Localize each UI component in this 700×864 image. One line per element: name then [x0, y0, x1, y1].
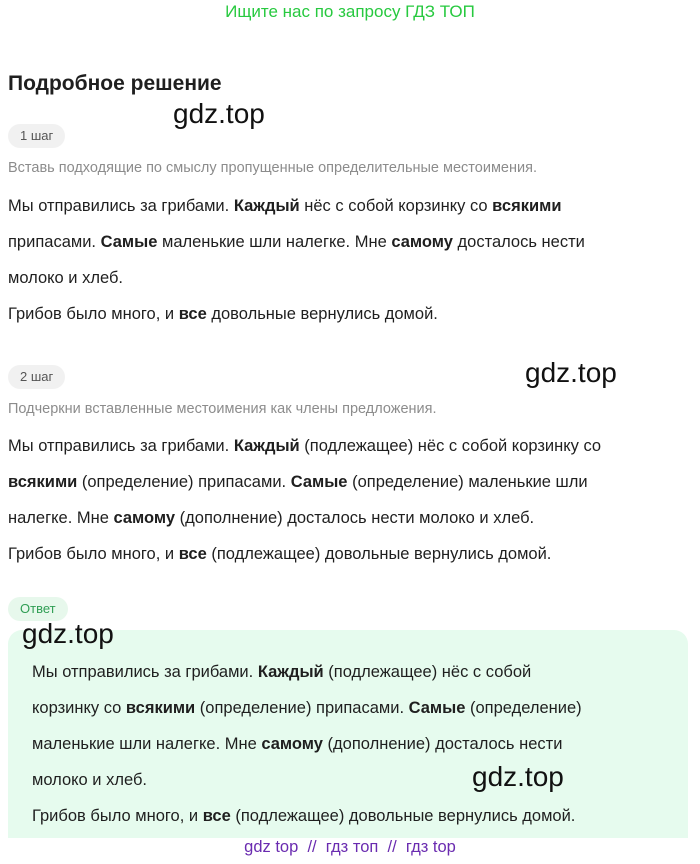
- watermark: gdz.top: [22, 618, 114, 649]
- step-1-line: Мы отправились за грибами. Каждый нёс с собой корзинку со всякими: [8, 197, 562, 215]
- footer-separator: //: [307, 838, 317, 856]
- watermark: gdz.top: [173, 98, 265, 129]
- step-2-line: налегке. Мне самому (дополнение) досталось нести молоко и хлеб.: [8, 509, 535, 527]
- footer-separator: //: [387, 838, 397, 856]
- watermark: gdz.top: [472, 761, 564, 792]
- answer-badge: Ответ: [8, 597, 68, 621]
- footer-link-gdz-top-mixed[interactable]: гдз top: [405, 838, 456, 856]
- step-1-badge: 1 шаг: [8, 124, 65, 148]
- step-1-line: Грибов было много, и все довольные вернулись домой.: [8, 305, 438, 323]
- step-2-line: Грибов было много, и все (подлежащее) довольные вернулись домой.: [8, 545, 552, 563]
- step-2-hint: Подчеркни вставленные местоимения как члены предложения.: [8, 401, 437, 417]
- answer-line: маленькие шли налегке. Мне самому (дополнение) досталось нести: [32, 735, 563, 753]
- solution-heading: Подробное решение: [8, 72, 222, 95]
- step-2-badge: 2 шаг: [8, 365, 65, 389]
- footer-link-gdz-top-ru[interactable]: гдз топ: [325, 838, 379, 856]
- step-1-line: молоко и хлеб.: [8, 269, 124, 287]
- step-1-hint: Вставь подходящие по смыслу пропущенные определительные местоимения.: [8, 160, 537, 176]
- step-2-line: всякими (определение) припасами. Самые (определение) маленькие шли: [8, 473, 588, 491]
- step-2-line: Мы отправились за грибами. Каждый (подлежащее) нёс с собой корзинку со: [8, 437, 602, 455]
- answer-line: Грибов было много, и все (подлежащее) довольные вернулись домой.: [32, 807, 576, 825]
- answer-box: [8, 630, 688, 838]
- answer-line: Мы отправились за грибами. Каждый (подлежащее) нёс с собой: [32, 663, 532, 681]
- answer-line: молоко и хлеб.: [32, 771, 148, 789]
- footer-links: [0, 838, 700, 857]
- watermark: gdz.top: [525, 357, 617, 388]
- search-promo-link[interactable]: Ищите нас по запросу ГДЗ ТОП: [225, 2, 475, 21]
- step-1-line: припасами. Самые маленькие шли налегке. Мне самому досталось нести: [8, 233, 585, 251]
- footer-link-gdz-top[interactable]: gdz top: [244, 838, 299, 856]
- answer-line: корзинку со всякими (определение) припасами. Самые (определение): [32, 699, 582, 717]
